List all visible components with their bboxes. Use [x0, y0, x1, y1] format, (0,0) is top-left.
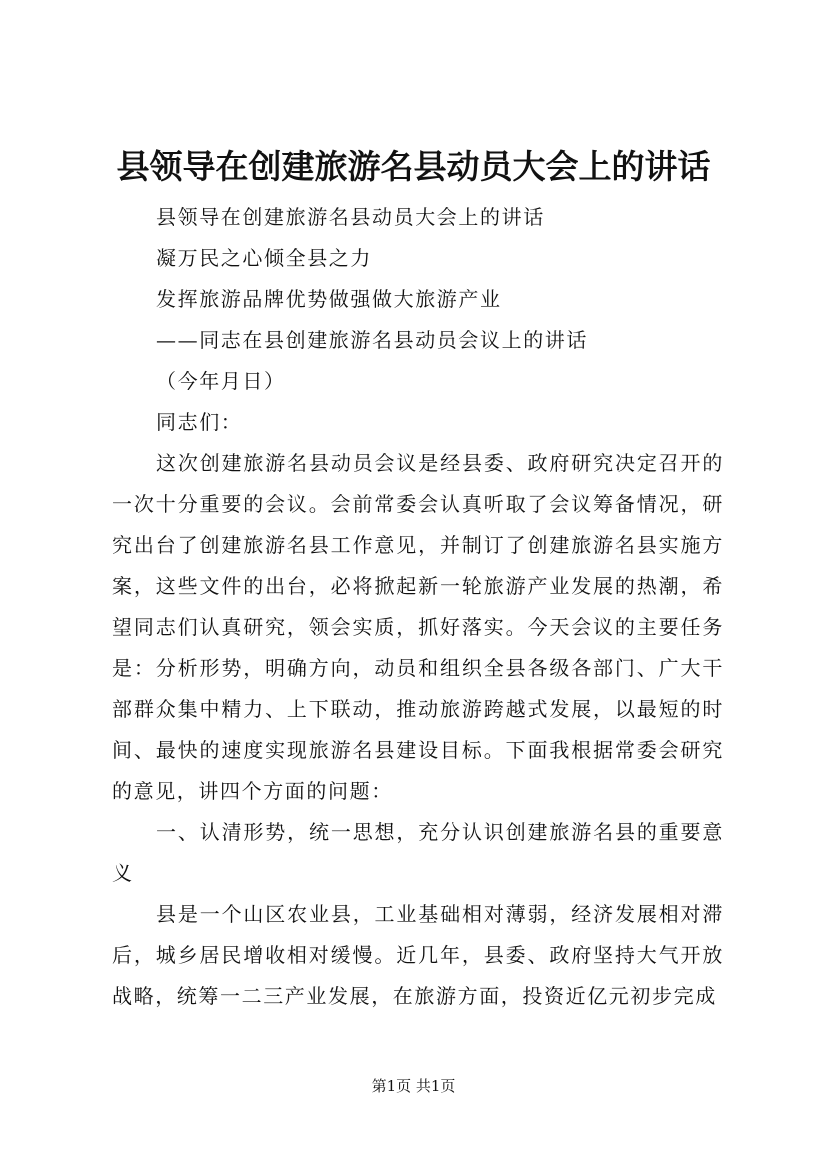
- speaker-line: ——同志在县创建旅游名县动员会议上的讲话: [156, 328, 588, 352]
- page-number-footer: 第1页 共1页: [371, 1077, 456, 1095]
- subtitle-line: 县领导在创建旅游名县动员大会上的讲话: [156, 205, 545, 229]
- body-paragraph: 这次创建旅游名县动员会议是经县委、政府研究决定召开的一次十分重要的会议。会前常委会认真听取了会议筹备情况，研究出台了创建旅游名县工作意见，并制订了创建旅游名县实施方案，这些文件的出台，必将掀起新一轮旅游产业发展的热潮，希望同志们认真研究，领会实质，抓好落实。今天会议的主要任务是：分析形势，明确方向，动员和组织全县各级各部门、广大干部群众集中精力、上下联动，推动旅游跨越式发展，以最短的时间、最快的速度实现旅游名县建设目标。下面我根据常委会研究的意见，讲四个方面的问题：: [112, 451, 724, 803]
- body-paragraph: 县是一个山区农业县，工业基础相对薄弱，经济发展相对滞后，城乡居民增收相对缓慢。近几年，县委、政府坚持大气开放战略，统筹一二三产业发展，在旅游方面，投资近亿元初步完成: [112, 902, 724, 1008]
- date-line: （今年月日）: [156, 369, 286, 393]
- section-heading: 一、认清形势，统一思想，充分认识创建旅游名县的重要意义: [112, 820, 724, 885]
- document-body: [112, 197, 724, 1017]
- slogan-line: 凝万民之心倾全县之力: [156, 246, 372, 270]
- salutation-line: 同志们：: [156, 410, 243, 434]
- slogan-line: 发挥旅游品牌优势做强做大旅游产业: [156, 287, 502, 311]
- document-title: 县领导在创建旅游名县动员大会上的讲话: [116, 147, 711, 186]
